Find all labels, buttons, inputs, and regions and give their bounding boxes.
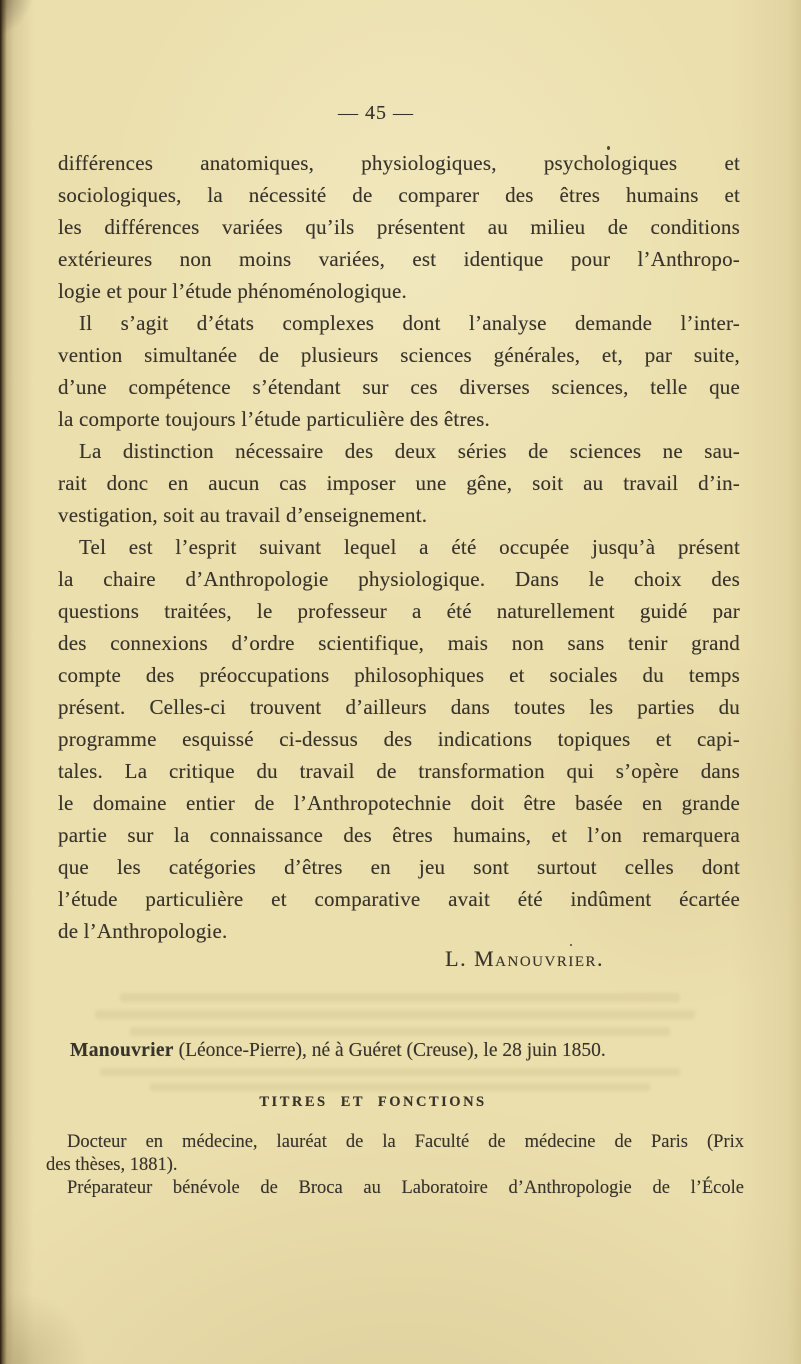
text-line: le domaine entier de l’Anthropotechnie doit être basée en grande [58,791,740,815]
text-line: présent. Celles-ci trouvent d’ailleurs dans toutes les parties du [58,695,740,719]
text-line: Tel est l’esprit suivant lequel a été occupée jusqu’à présent [79,535,740,559]
page-number: — 45 — [338,102,414,124]
biography-line [58,1040,740,1062]
text-line: Docteur en médecine, lauréat de la Faculté de médecine de Paris (Prix [67,1132,744,1152]
titles-functions-list [46,1131,744,1200]
text-line: partie sur la connaissance des êtres humains, et l’on remarquera [58,823,740,847]
text-line: Il s’agit d’états complexes dont l’analyse demande l’inter- [79,311,740,335]
show-through-mark [130,1027,670,1036]
show-through-mark [150,1083,650,1091]
text-line: tales. La critique du travail de transformation qui s’opère dans [58,759,740,783]
ink-speck [570,944,572,946]
text-line: logie et pour l’étude phénoménologique. [58,279,407,303]
text-line: extérieures non moins variées, est identique pour l’Anthropo- [58,247,740,271]
text-line: programme esquissé ci-dessus des indications topiques et capi- [58,727,740,751]
text-line: rait donc en aucun cas imposer une gêne, soit au travail d’in- [58,471,740,495]
text-line: vestigation, soit au travail d’enseignement. [58,503,428,527]
biography-details: (Léonce-Pierre), né à Guéret (Creuse), le 28 juin 1850. [173,1040,606,1061]
text-line: différences anatomiques, physiologiques, psychologiques et [58,151,740,175]
text-line: la comporte toujours l’étude particulière des êtres. [58,407,490,431]
text-line: vention simultanée de plusieurs sciences générales, et, par suite, [58,343,740,367]
text-line: des connexions d’ordre scientifique, mais non sans tenir grand [58,631,740,655]
text-line: questions traitées, le professeur a été naturellement guidé par [58,599,740,623]
show-through-mark [100,1068,680,1076]
text-line: La distinction nécessaire des deux séries de sciences ne sau- [79,439,740,463]
body-text [58,147,740,947]
text-line: la chaire d’Anthropologie physiologique. Dans le choix des [58,567,740,591]
text-line: que les catégories d’êtres en jeu sont surtout celles dont [58,855,740,879]
text-line: l’étude particulière et comparative avait été indûment écartée [58,887,740,911]
text-line: les différences variées qu’ils présentent au milieu de conditions [58,215,740,239]
text-line: Préparateur bénévole de Broca au Laboratoire d’Anthropologie de l’École [67,1178,744,1198]
text-line: des thèses, 1881). [46,1155,178,1175]
text-line: d’une compétence s’étendant sur ces diverses sciences, telle que [58,375,740,399]
text-line: sociologiques, la nécessité de comparer des êtres humains et [58,183,740,207]
show-through-mark [120,993,680,1002]
text-line: de l’Anthropologie. [58,919,228,943]
ink-speck [607,146,610,150]
show-through-mark [95,1010,695,1019]
signature: L. Manouvrier. [445,946,604,971]
biography-name: Manouvrier [70,1040,174,1061]
section-heading: TITRES ET FONCTIONS [259,1094,487,1110]
text-line: compte des préoccupations philosophiques et sociales du temps [58,663,740,687]
